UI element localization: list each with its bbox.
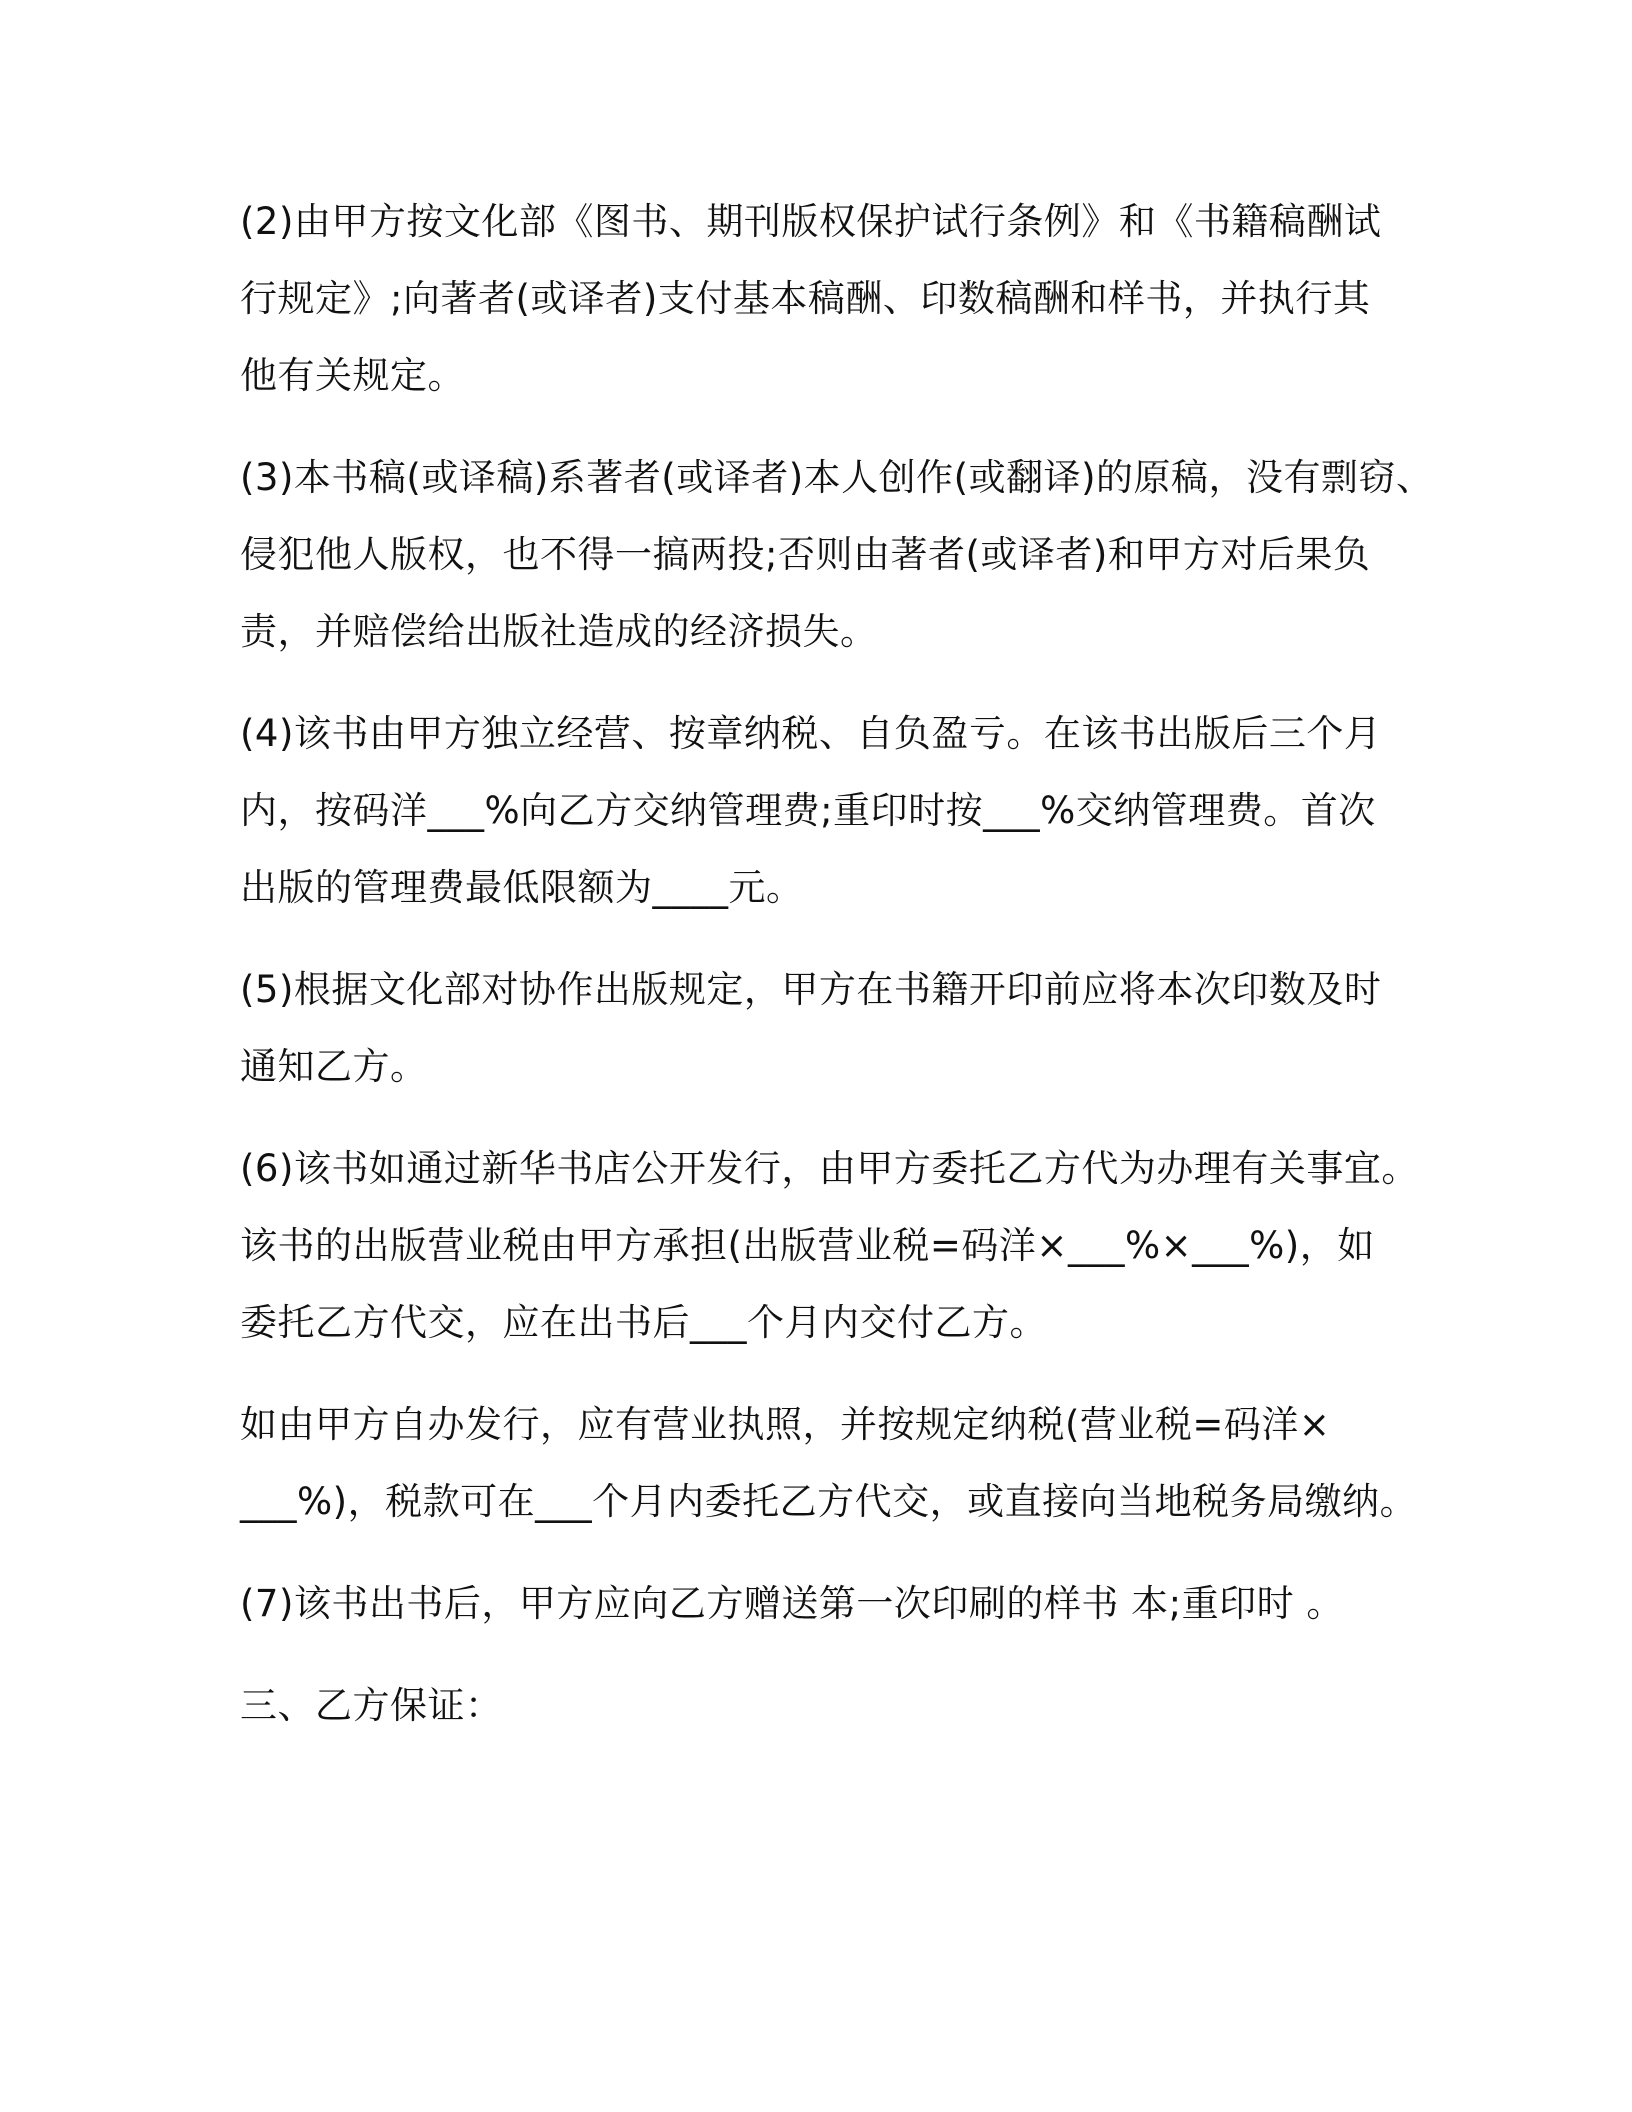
text-line: 出版的管理费最低限额为____元。 bbox=[240, 866, 804, 909]
text-line: ___%)，税款可在___个月内委托乙方代交，或直接向当地税务局缴纳。 bbox=[240, 1480, 1418, 1523]
text-line: 行规定》;向著者(或译者)支付基本稿酬、印数稿酬和样书，并执行其 bbox=[240, 277, 1371, 320]
paragraph-7 bbox=[240, 1565, 1420, 1642]
paragraph-3 bbox=[240, 439, 1434, 670]
text-line: (2)由甲方按文化部《图书、期刊版权保护试行条例》和《书籍稿酬试 bbox=[240, 200, 1382, 243]
paragraph-4 bbox=[240, 695, 1420, 926]
text-line: 该书的出版营业税由甲方承担(出版营业税=码洋×___%×___%)，如 bbox=[240, 1224, 1375, 1267]
paragraph-5 bbox=[240, 951, 1420, 1105]
heading-line: 三、乙方保证： bbox=[240, 1684, 503, 1727]
text-line: 如由甲方自办发行，应有营业执照，并按规定纳税(营业税=码洋× bbox=[240, 1403, 1331, 1446]
text-line: 通知乙方。 bbox=[240, 1045, 428, 1088]
text-line: 侵犯他人版权，也不得一搞两投;否则由著者(或译者)和甲方对后果负 bbox=[240, 533, 1371, 576]
section-heading bbox=[240, 1667, 1420, 1744]
text-line: (6)该书如通过新华书店公开发行，由甲方委托乙方代为办理有关事宜。 bbox=[240, 1147, 1419, 1190]
text-line: 委托乙方代交，应在出书后___个月内交付乙方。 bbox=[240, 1301, 1047, 1344]
paragraph-6 bbox=[240, 1130, 1420, 1361]
text-line: (3)本书稿(或译稿)系著者(或译者)本人创作(或翻译)的原稿，没有剽窃、 bbox=[240, 456, 1434, 499]
text-line: 他有关规定。 bbox=[240, 354, 465, 397]
text-line: 责，并赔偿给出版社造成的经济损失。 bbox=[240, 610, 878, 653]
document-body bbox=[240, 183, 1434, 1769]
text-line: 内，按码洋___%向乙方交纳管理费;重印时按___%交纳管理费。首次 bbox=[240, 789, 1376, 832]
text-line: (5)根据文化部对协作出版规定，甲方在书籍开印前应将本次印数及时 bbox=[240, 968, 1382, 1011]
paragraph-2 bbox=[240, 183, 1420, 414]
paragraph-self-distribution bbox=[240, 1386, 1420, 1540]
text-line: (7)该书出书后，甲方应向乙方赠送第一次印刷的样书 本;重印时 。 bbox=[240, 1582, 1344, 1625]
text-line: (4)该书由甲方独立经营、按章纳税、自负盈亏。在该书出版后三个月 bbox=[240, 712, 1382, 755]
